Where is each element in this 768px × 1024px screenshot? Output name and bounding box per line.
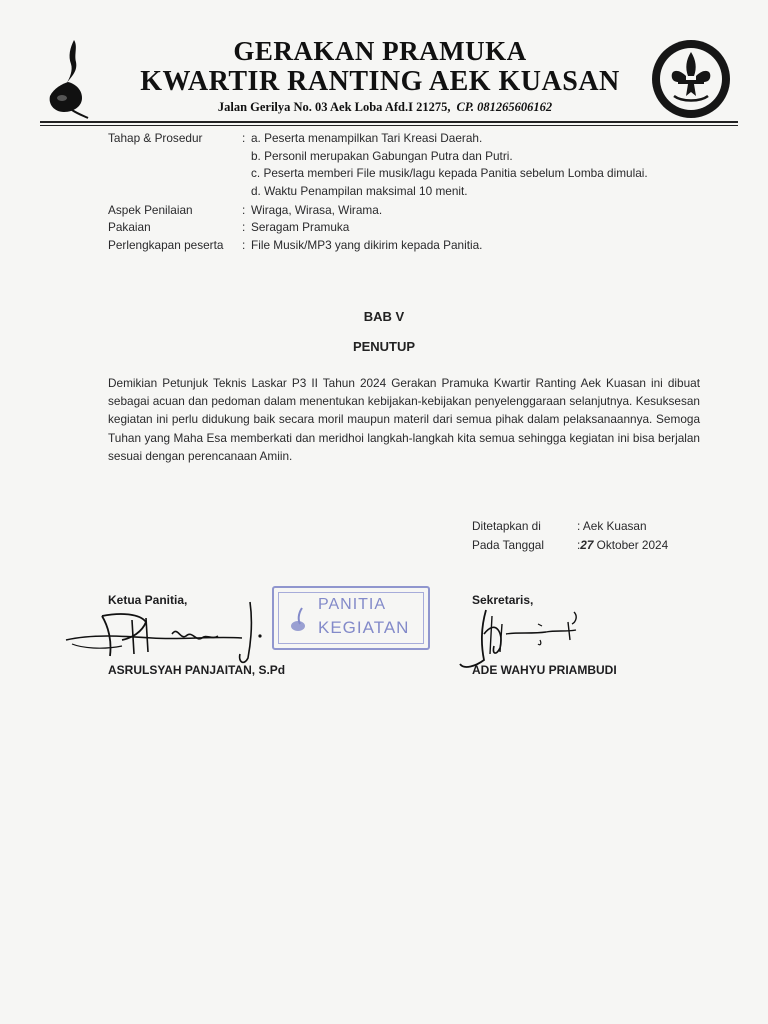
detail-colon: : — [242, 238, 246, 252]
detail-value: Seragam Pramuka — [251, 220, 350, 234]
procedure-item-b: b. Personil merupakan Gabungan Putra dan Putri. — [251, 149, 513, 163]
date-colon: : — [577, 538, 581, 552]
detail-label: Perlengkapan peserta — [108, 238, 224, 252]
chapter-title: PENUTUP — [352, 339, 416, 354]
contact-phone: CP. 081265606162 — [456, 100, 553, 114]
detail-label: Pakaian — [108, 220, 151, 234]
chapter-number: BAB V — [363, 309, 405, 324]
detail-colon: : — [242, 220, 246, 234]
stamp-line-1: PANITIA — [318, 596, 387, 613]
right-signatory-name: ADE WAHYU PRIAMBUDI — [472, 663, 617, 677]
stamp-emblem-icon — [286, 606, 312, 634]
detail-value: a. Peserta menampilkan Tari Kreasi Daerah. — [251, 131, 483, 145]
organization-branch: KWARTIR RANTING AEK KUASAN — [140, 66, 620, 97]
tunas-kelapa-logo — [44, 38, 90, 122]
committee-stamp — [272, 586, 430, 650]
left-signatory-name: ASRULSYAH PANJAITAN, S.Pd — [108, 663, 286, 677]
date-value — [577, 538, 668, 552]
detail-label: Tahap & Prosedur — [108, 131, 203, 145]
detail-colon: : — [242, 203, 246, 217]
scout-emblem-logo — [650, 38, 732, 120]
detail-value: File Musik/MP3 yang dikirim kepada Panitia. — [251, 238, 483, 252]
header-rule-thick — [40, 121, 738, 123]
procedure-item-c: c. Peserta memberi File musik/lagu kepada Panitia sebelum Lomba dimulai. — [251, 166, 648, 180]
organization-address — [150, 100, 620, 115]
procedure-item-d: d. Waktu Penampilan maksimal 10 menit. — [251, 184, 468, 198]
left-signatory-title: Ketua Panitia, — [108, 593, 188, 607]
organization-name: GERAKAN PRAMUKA — [233, 36, 527, 66]
address-text: Jalan Gerilya No. 03 Aek Loba Afd.I 21275, — [217, 100, 451, 114]
detail-value: Wiraga, Wirasa, Wirama. — [251, 203, 383, 217]
date-month-year: Oktober 2024 — [593, 538, 669, 552]
right-signatory-title: Sekretaris, — [472, 593, 534, 607]
header-rule-thin — [40, 125, 738, 126]
closing-paragraph: Demikian Petunjuk Teknis Laskar P3 II Tahun 2024 Gerakan Pramuka Kwartir Ranting Aek Kuasan ini dibuat sebagai acuan dan pedoman dalam menentukan kebijakan-kebijakan penyelenggaraan selanjutnya. Kesuksesan kegiatan ini perlu didukung baik secara moril maupun materil dari semua pihak dalam pelaksanaannya. Semoga Tuhan yang Maha Esa memberkati dan meridhoi langkah-langkah kita semua sehingga kegiatan ini bisa berjalan sesuai dengan perencanaan Amiin. — [108, 376, 700, 463]
detail-label: Aspek Penilaian — [108, 203, 193, 217]
place-value: : Aek Kuasan — [577, 519, 647, 533]
place-label: Ditetapkan di — [472, 519, 541, 533]
date-day-handwritten: 27 — [580, 538, 594, 552]
detail-colon: : — [242, 131, 246, 145]
date-label: Pada Tanggal — [472, 538, 544, 552]
stamp-line-2: KEGIATAN — [318, 618, 410, 637]
